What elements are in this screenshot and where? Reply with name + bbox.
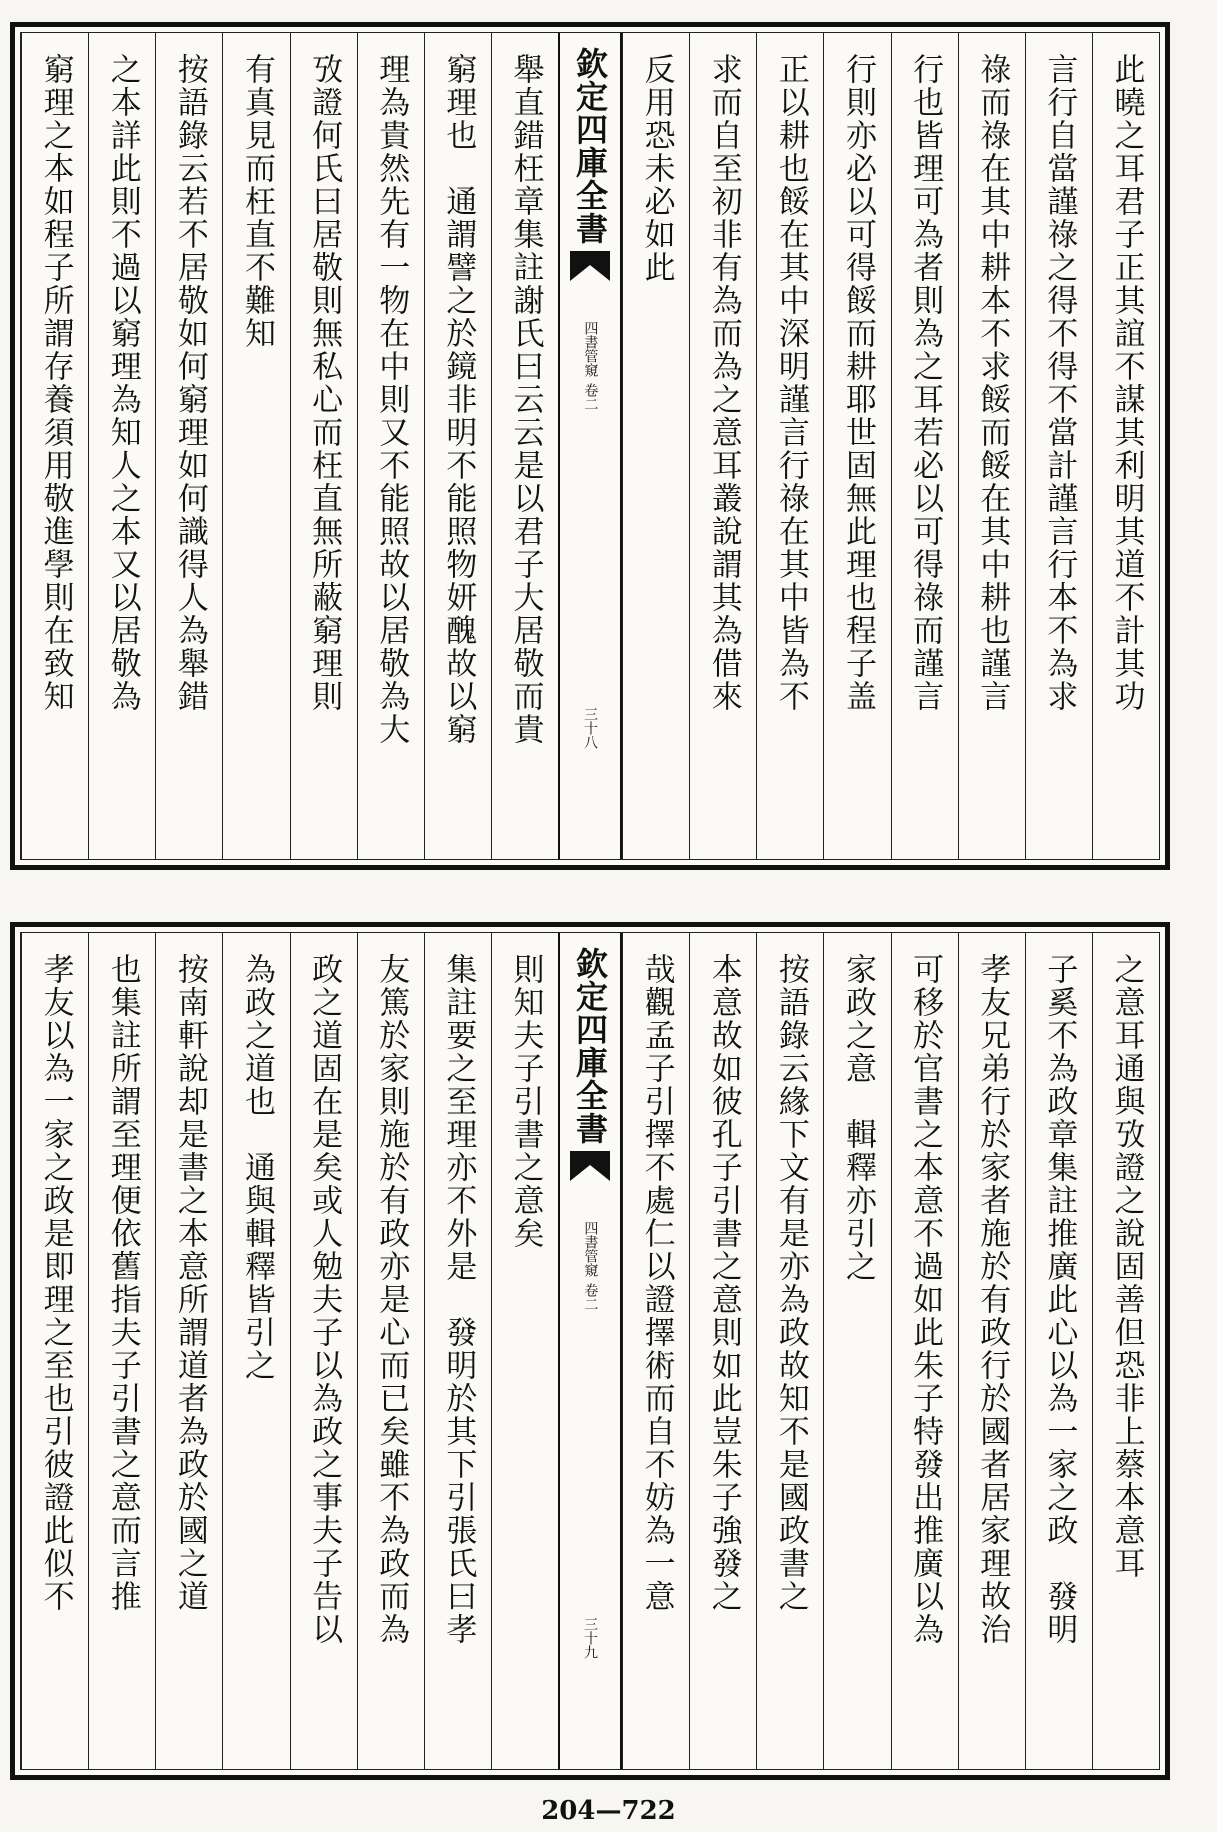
text-column [823, 33, 890, 859]
column-text: 之本詳此則不過以窮理為知人之本又以居敬為 [104, 53, 141, 713]
page-number-footer: 204—722 [541, 1796, 676, 1826]
text-column [21, 933, 88, 1769]
text-column [756, 933, 823, 1769]
text-column [958, 33, 1025, 859]
column-text: 按語錄云緣下文有是亦為政故知不是國政書之 [772, 953, 809, 1613]
book-title: 四書管窺 [582, 1221, 599, 1277]
column-text: 哉觀孟子引擇不處仁以證擇術而自不妨為一意 [638, 953, 675, 1613]
text-column [1092, 33, 1159, 859]
text-column [823, 933, 890, 1769]
page-top [10, 22, 1170, 870]
column-text: 理為貴然先有一物在中則又不能照故以居敬為大 [373, 53, 410, 746]
book-title: 四書管窺 [582, 321, 599, 377]
column-text: 則知夫子引書之意矣 [507, 953, 544, 1250]
column-text: 行則亦必以可得餒而耕耶世固無此理也程子盖 [839, 53, 876, 713]
column-text: 正以耕也餒在其中深明謹言行祿在其中皆為不 [772, 53, 809, 713]
column-text: 攷證何氏曰居敬則無私心而枉直無所蔽窮理則 [306, 53, 343, 713]
column-text: 友篤於家則施於有政亦是心而已矣雖不為政而為 [373, 953, 410, 1646]
text-column [491, 33, 558, 859]
text-column [424, 33, 491, 859]
column-text: 舉直錯枉章集註謝氏曰云云是以君子大居敬而貴 [507, 53, 544, 746]
text-column [88, 933, 155, 1769]
column-text: 本意故如彼孔子引書之意則如此豈朱子強發之 [705, 953, 742, 1613]
column-text: 也集註所謂至理便依舊指夫子引書之意而言推 [104, 953, 141, 1613]
column-text: 窮理也 通謂譬之於鏡非明不能照物妍醜故以窮 [440, 53, 477, 746]
text-column [622, 933, 689, 1769]
column-text: 有真見而枉直不難知 [238, 53, 275, 350]
column-text: 反用恐未必如此 [638, 53, 675, 284]
page-top-frame [20, 32, 1160, 860]
center-margin [558, 933, 622, 1769]
text-column [222, 933, 289, 1769]
text-column [88, 33, 155, 859]
column-text: 按語錄云若不居敬如何窮理如何識得人為舉錯 [171, 53, 208, 713]
column-text: 行也皆理可為者則為之耳若必以可得祿而謹言 [907, 53, 944, 713]
text-column [21, 33, 88, 859]
column-text: 政之道固在是矣或人勉夫子以為政之事夫子告以 [306, 953, 343, 1646]
volume-label: 卷二 [582, 1283, 599, 1311]
column-text: 此曉之耳君子正其誼不謀其利明其道不計其功 [1108, 53, 1145, 713]
text-column [357, 33, 424, 859]
text-column [357, 933, 424, 1769]
column-text: 按南軒說却是書之本意所謂道者為政於國之道 [171, 953, 208, 1613]
text-column [958, 933, 1025, 1769]
text-column [1092, 933, 1159, 1769]
text-column [891, 933, 958, 1769]
text-column [155, 933, 222, 1769]
text-column [1025, 933, 1092, 1769]
text-column [290, 33, 357, 859]
column-text: 窮理之本如程子所謂存養須用敬進學則在致知 [37, 53, 74, 713]
text-column [222, 33, 289, 859]
volume-label: 卷二 [582, 383, 599, 411]
leaf-number: 三十八 [582, 707, 598, 749]
column-text: 家政之意 輯釋亦引之 [839, 953, 876, 1283]
collection-title: 欽定四庫全書 [571, 947, 609, 1145]
collection-title: 欽定四庫全書 [571, 47, 609, 245]
text-column [491, 933, 558, 1769]
column-text: 孝友以為一家之政是即理之至也引彼證此似不 [37, 953, 74, 1613]
fishtail-mark-icon [570, 251, 610, 281]
column-text: 子奚不為政章集註推廣此心以為一家之政 發明 [1041, 953, 1078, 1646]
page-bottom-frame [20, 932, 1160, 1770]
column-text: 孝友兄弟行於家者施於有政行於國者居家理故治 [974, 953, 1011, 1646]
text-column [1025, 33, 1092, 859]
column-text: 求而自至初非有為而為之意耳叢說謂其為借來 [705, 53, 742, 713]
leaf-number: 三十九 [582, 1617, 598, 1659]
fishtail-mark-icon [570, 1151, 610, 1181]
column-text: 之意耳通與攷證之說固善但恐非上蔡本意耳 [1108, 953, 1145, 1580]
text-column [689, 933, 756, 1769]
column-text: 為政之道也 通與輯釋皆引之 [238, 953, 275, 1382]
text-column [155, 33, 222, 859]
text-column [756, 33, 823, 859]
column-text: 可移於官書之本意不過如此朱子特發出推廣以為 [907, 953, 944, 1646]
text-column [891, 33, 958, 859]
text-column [622, 33, 689, 859]
column-text: 言行自當謹祿之得不得不當計謹言行本不為求 [1041, 53, 1078, 713]
text-column [689, 33, 756, 859]
center-margin [558, 33, 622, 859]
column-text: 祿而祿在其中耕本不求餒而餒在其中耕也謹言 [974, 53, 1011, 713]
page-bottom [10, 922, 1170, 1780]
column-text: 集註要之至理亦不外是 發明於其下引張氏曰孝 [440, 953, 477, 1646]
text-column [290, 933, 357, 1769]
text-column [424, 933, 491, 1769]
